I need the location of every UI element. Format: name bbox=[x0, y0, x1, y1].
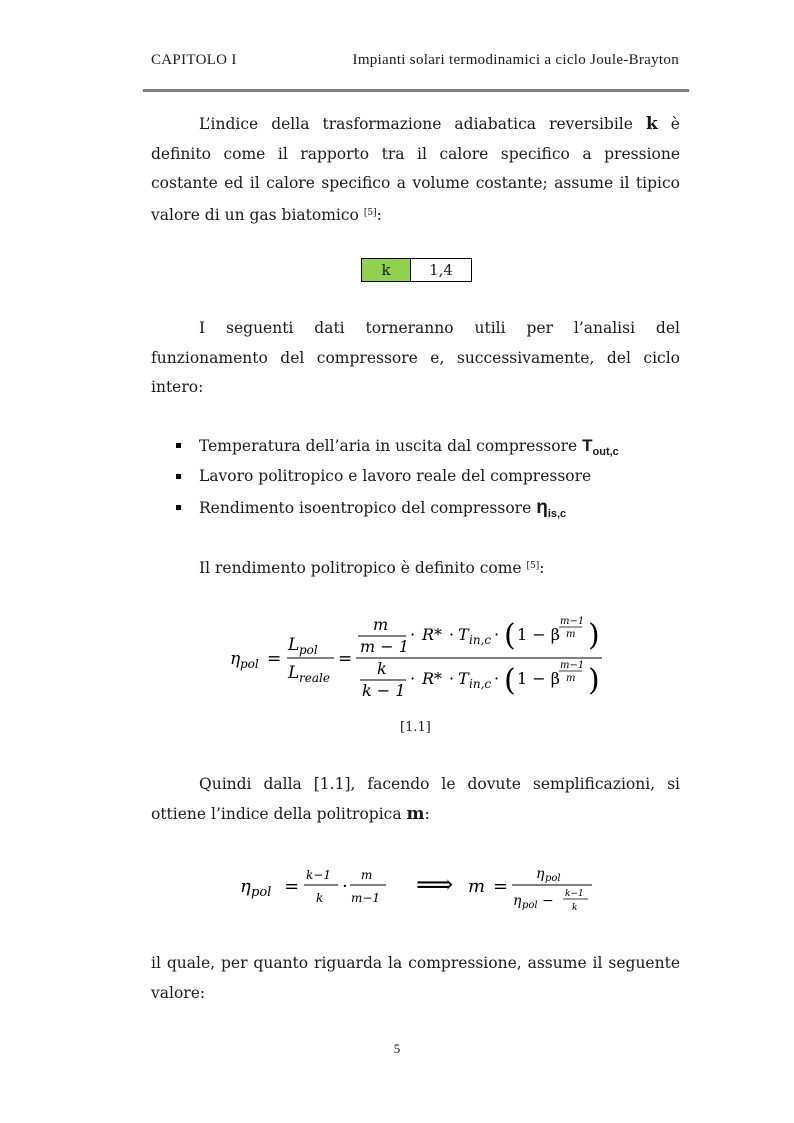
para5-text: il quale, per quanto riguarda la compressione, assume il seguente valore: bbox=[151, 954, 680, 1002]
paragraph-data-intro bbox=[151, 314, 680, 403]
eq2-m-den: m−1 bbox=[351, 891, 381, 905]
equation-polytropic-index bbox=[240, 860, 600, 920]
eq1-num-one-minus-beta: 1 − β bbox=[517, 625, 561, 644]
svg-text:·: · bbox=[494, 625, 500, 644]
symbol-m: m bbox=[406, 803, 425, 824]
svg-text:·: · bbox=[449, 669, 455, 688]
eq1-den-k: k bbox=[377, 659, 387, 678]
eq1-den-rstar: R* bbox=[422, 669, 443, 688]
eq1-lreale: L bbox=[288, 663, 300, 683]
bullet-symbol: η bbox=[536, 497, 548, 518]
svg-text:=: = bbox=[284, 876, 300, 897]
eq1-den-exp-num: m−1 bbox=[560, 660, 585, 671]
chapter-title: Impianti solari termodinamici a ciclo Joule-Brayton bbox=[352, 52, 679, 68]
eq2-small-num: k−1 bbox=[565, 889, 584, 899]
bullet-symbol-sub: out,c bbox=[592, 446, 619, 458]
bullet-symbol-sub: is,c bbox=[547, 508, 567, 520]
equation-number: [1.1] bbox=[400, 720, 431, 735]
eq1-den-exp-den: m bbox=[566, 673, 576, 684]
bullet-text: Temperatura dell’aria in uscita dal compressore bbox=[199, 437, 578, 455]
eq1-num-tin-sub: in,c bbox=[469, 633, 492, 647]
para4-end: : bbox=[424, 804, 430, 823]
eq1-num-exp-den: m bbox=[566, 629, 576, 640]
paragraph-compression-value bbox=[151, 949, 680, 1008]
eq2-lhs: η bbox=[240, 876, 251, 897]
eq1-lhs: η bbox=[230, 649, 241, 669]
paragraph-polytropic-index bbox=[151, 770, 680, 829]
bullet-square-icon bbox=[176, 474, 181, 479]
bullet-list bbox=[176, 430, 619, 523]
eq2-lhs-sub: pol bbox=[251, 885, 272, 900]
eq2-small-den: k bbox=[572, 903, 578, 913]
paragraph-k-definition bbox=[151, 110, 680, 230]
svg-text:): ) bbox=[588, 618, 600, 653]
eq1-den-one-minus-beta: 1 − β bbox=[517, 669, 561, 688]
eq1-num-m-den: m − 1 bbox=[360, 637, 409, 656]
svg-text:=: = bbox=[267, 649, 282, 669]
svg-text:): ) bbox=[588, 663, 600, 698]
eq2-rhs-num-sub: pol bbox=[545, 873, 561, 884]
svg-text:·: · bbox=[449, 625, 455, 644]
eq1-lhs-sub: pol bbox=[240, 657, 259, 671]
eq1-num-rstar: R* bbox=[422, 625, 443, 644]
list-item bbox=[176, 461, 619, 492]
para4-text: Quindi dalla [1.1], facendo le dovute semplificazioni, si ottiene l’indice della politropica bbox=[151, 775, 680, 823]
svg-text:·: · bbox=[342, 876, 348, 897]
eq1-num-m: m bbox=[373, 615, 389, 634]
para2-text: I seguenti dati torneranno utili per l’analisi del funzionamento del compressore e, successivamente, del ciclo intero: bbox=[151, 319, 680, 396]
page-number: 5 bbox=[393, 1041, 401, 1056]
svg-text:·: · bbox=[494, 669, 500, 688]
eq2-rhs-num: η bbox=[536, 866, 545, 882]
bullet-text: Lavoro politropico e lavoro reale del compressore bbox=[199, 467, 592, 485]
paragraph-polytropic-intro bbox=[151, 552, 680, 584]
eq2-rhs-den-minus: − bbox=[542, 893, 554, 909]
chapter-label: CAPITOLO I bbox=[151, 52, 237, 68]
running-header bbox=[151, 52, 679, 74]
para1-text-after: è definito come il rapporto tra il calore specifico a pressione costante ed il calore specifico a volume costante; assume il tipico valore di un gas biatomico bbox=[151, 115, 680, 224]
eq1-num-exp-num: m−1 bbox=[560, 616, 585, 627]
eq2-rhs-den: η bbox=[513, 893, 522, 909]
k-value-cell: 1,4 bbox=[411, 259, 472, 282]
citation: [5] bbox=[526, 561, 540, 571]
para3-text: Il rendimento politropico è definito come bbox=[199, 559, 522, 577]
bullet-symbol: T bbox=[582, 436, 593, 455]
list-item bbox=[176, 430, 619, 461]
eq2-rhs-den-sub: pol bbox=[522, 900, 538, 911]
k-label-cell: k bbox=[362, 259, 411, 282]
eq2-m-lhs: m bbox=[468, 876, 486, 897]
eq1-lpol: L bbox=[288, 635, 300, 655]
svg-text:(: ( bbox=[504, 618, 516, 653]
citation: [5] bbox=[363, 207, 377, 218]
bullet-square-icon bbox=[176, 443, 181, 448]
eq1-den-tin: T bbox=[458, 669, 469, 688]
eq2-k-num: k−1 bbox=[306, 868, 331, 882]
para1-text-before: L’indice della trasformazione adiabatica reversibile bbox=[199, 115, 633, 133]
implies-arrow-icon: ⟹ bbox=[416, 870, 454, 900]
eq1-lreale-sub: reale bbox=[299, 671, 330, 685]
svg-text:·: · bbox=[410, 625, 416, 644]
equation-polytropic-efficiency bbox=[230, 612, 610, 712]
bullet-square-icon bbox=[176, 505, 181, 510]
eq1-num-tin: T bbox=[458, 625, 469, 644]
k-value-table bbox=[361, 258, 472, 282]
svg-text:=: = bbox=[493, 876, 509, 897]
eq1-den-tin-sub: in,c bbox=[469, 677, 492, 691]
svg-text:(: ( bbox=[504, 663, 516, 698]
eq1-den-k-den: k − 1 bbox=[362, 681, 406, 700]
eq2-m-num: m bbox=[361, 868, 373, 882]
para1-end: : bbox=[376, 205, 382, 224]
symbol-k: k bbox=[645, 114, 658, 134]
para3-end: : bbox=[539, 559, 545, 577]
bullet-text: Rendimento isoentropico del compressore bbox=[199, 499, 532, 517]
svg-text:=: = bbox=[338, 649, 353, 669]
list-item bbox=[176, 492, 619, 523]
header-rule bbox=[143, 89, 689, 92]
eq1-lpol-sub: pol bbox=[299, 643, 318, 657]
svg-text:·: · bbox=[410, 669, 416, 688]
eq2-k-den: k bbox=[316, 891, 324, 905]
